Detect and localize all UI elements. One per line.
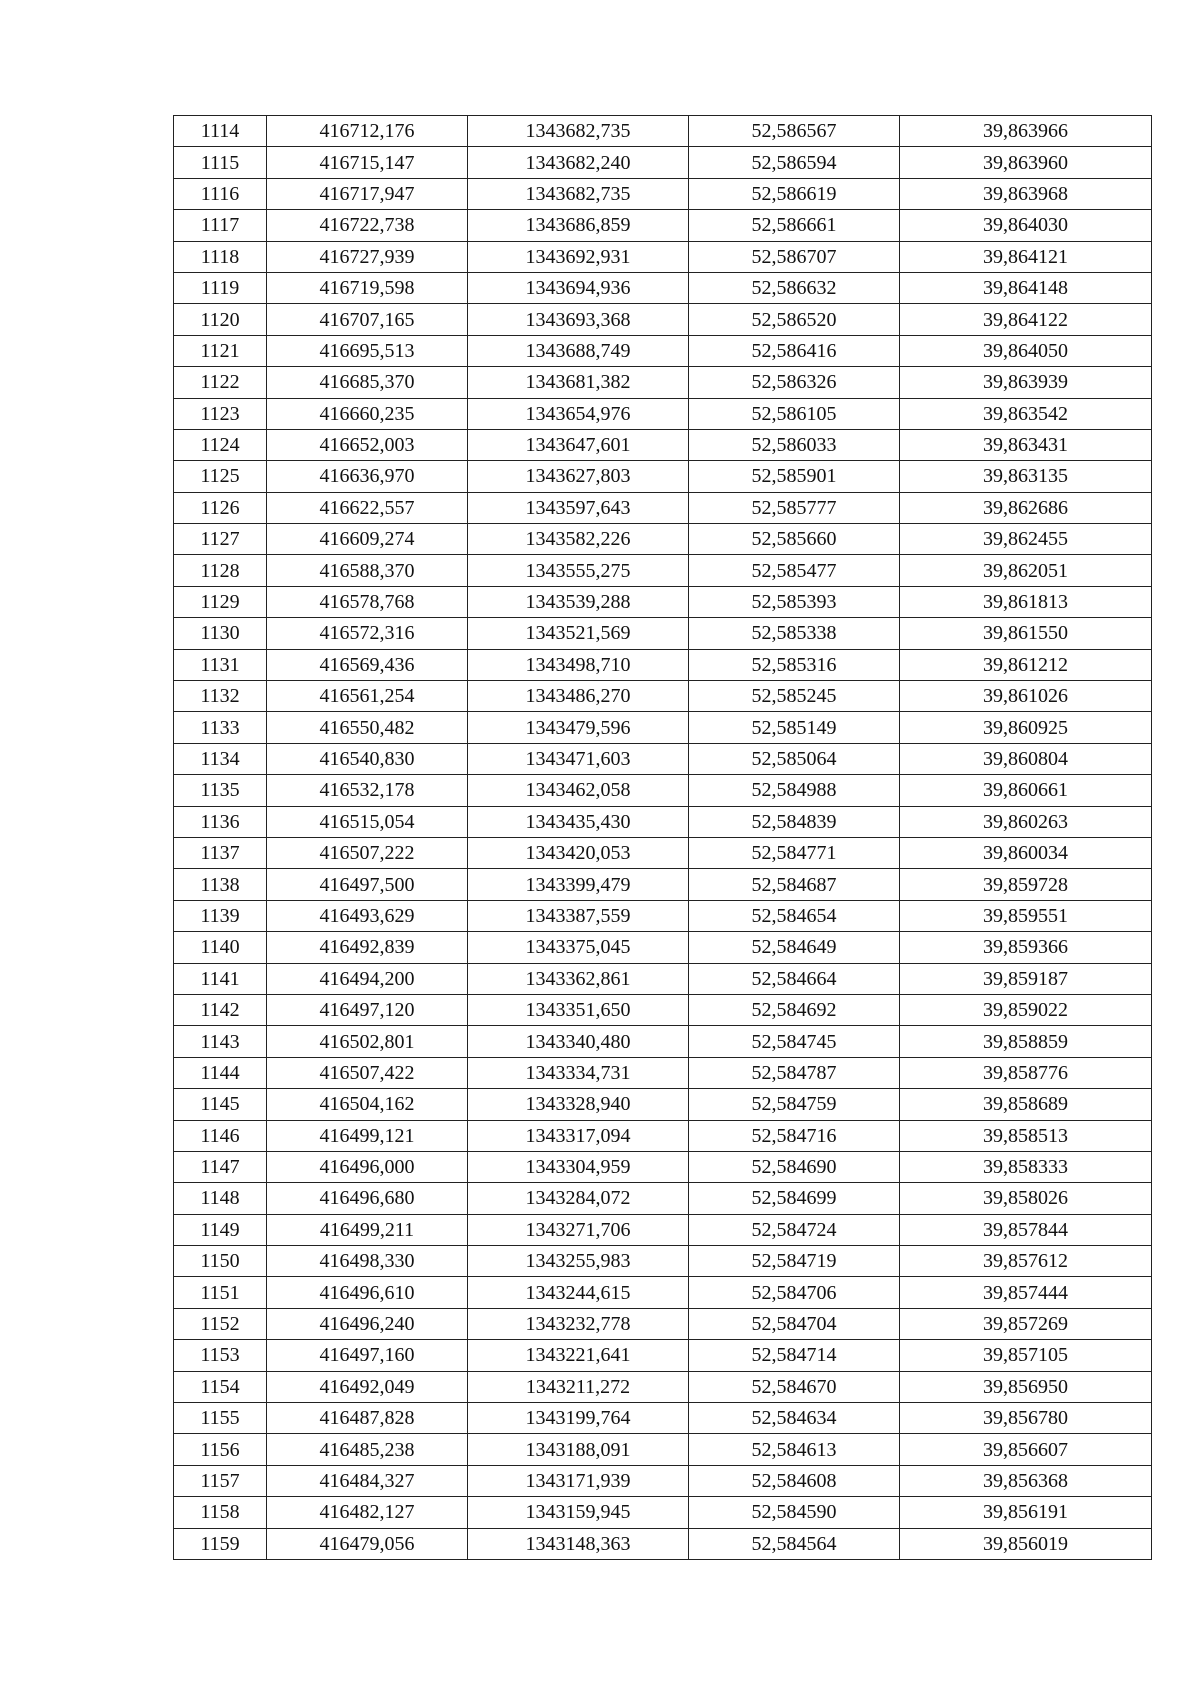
longitude-cell: 39,863960 [900,147,1152,178]
latitude-cell: 52,584719 [689,1246,900,1277]
latitude-cell: 52,584839 [689,806,900,837]
point-number-cell: 1142 [174,994,267,1025]
longitude-cell: 39,863542 [900,398,1152,429]
x-coordinate-cell: 416496,610 [267,1277,468,1308]
table-row [174,1277,1152,1308]
latitude-cell: 52,584664 [689,963,900,994]
x-coordinate-cell: 416498,330 [267,1246,468,1277]
table-row [174,116,1152,147]
table-row [174,900,1152,931]
table-row [174,555,1152,586]
y-coordinate-cell: 1343399,479 [468,869,689,900]
latitude-cell: 52,584787 [689,1057,900,1088]
latitude-cell: 52,584699 [689,1183,900,1214]
longitude-cell: 39,861026 [900,681,1152,712]
longitude-cell: 39,859551 [900,900,1152,931]
point-number-cell: 1120 [174,304,267,335]
longitude-cell: 39,859728 [900,869,1152,900]
y-coordinate-cell: 1343582,226 [468,524,689,555]
x-coordinate-cell: 416496,000 [267,1151,468,1182]
x-coordinate-cell: 416487,828 [267,1403,468,1434]
y-coordinate-cell: 1343597,643 [468,492,689,523]
table-row [174,1089,1152,1120]
x-coordinate-cell: 416485,238 [267,1434,468,1465]
table-row [174,1371,1152,1402]
latitude-cell: 52,585149 [689,712,900,743]
x-coordinate-cell: 416497,120 [267,994,468,1025]
point-number-cell: 1147 [174,1151,267,1182]
x-coordinate-cell: 416492,049 [267,1371,468,1402]
x-coordinate-cell: 416660,235 [267,398,468,429]
longitude-cell: 39,862455 [900,524,1152,555]
y-coordinate-cell: 1343328,940 [468,1089,689,1120]
table-row [174,743,1152,774]
table-row [174,586,1152,617]
longitude-cell: 39,863968 [900,178,1152,209]
table-row [174,1340,1152,1371]
y-coordinate-cell: 1343334,731 [468,1057,689,1088]
latitude-cell: 52,584690 [689,1151,900,1182]
latitude-cell: 52,584771 [689,837,900,868]
point-number-cell: 1152 [174,1308,267,1339]
y-coordinate-cell: 1343420,053 [468,837,689,868]
point-number-cell: 1146 [174,1120,267,1151]
coordinates-table-body [174,116,1152,1560]
longitude-cell: 39,857844 [900,1214,1152,1245]
point-number-cell: 1117 [174,210,267,241]
point-number-cell: 1132 [174,681,267,712]
table-row [174,210,1152,241]
point-number-cell: 1130 [174,618,267,649]
latitude-cell: 52,585245 [689,681,900,712]
latitude-cell: 52,586567 [689,116,900,147]
y-coordinate-cell: 1343284,072 [468,1183,689,1214]
longitude-cell: 39,860804 [900,743,1152,774]
x-coordinate-cell: 416502,801 [267,1026,468,1057]
point-number-cell: 1125 [174,461,267,492]
y-coordinate-cell: 1343682,240 [468,147,689,178]
x-coordinate-cell: 416652,003 [267,429,468,460]
latitude-cell: 52,586619 [689,178,900,209]
x-coordinate-cell: 416572,316 [267,618,468,649]
x-coordinate-cell: 416719,598 [267,272,468,303]
latitude-cell: 52,584692 [689,994,900,1025]
x-coordinate-cell: 416722,738 [267,210,468,241]
longitude-cell: 39,856191 [900,1497,1152,1528]
point-number-cell: 1124 [174,429,267,460]
y-coordinate-cell: 1343159,945 [468,1497,689,1528]
table-row [174,492,1152,523]
table-row [174,1403,1152,1434]
x-coordinate-cell: 416497,500 [267,869,468,900]
y-coordinate-cell: 1343462,058 [468,775,689,806]
x-coordinate-cell: 416493,629 [267,900,468,931]
table-row [174,837,1152,868]
point-number-cell: 1137 [174,837,267,868]
table-row [174,1026,1152,1057]
x-coordinate-cell: 416499,211 [267,1214,468,1245]
x-coordinate-cell: 416482,127 [267,1497,468,1528]
point-number-cell: 1140 [174,932,267,963]
longitude-cell: 39,859187 [900,963,1152,994]
latitude-cell: 52,585316 [689,649,900,680]
y-coordinate-cell: 1343387,559 [468,900,689,931]
longitude-cell: 39,856019 [900,1528,1152,1559]
longitude-cell: 39,861813 [900,586,1152,617]
x-coordinate-cell: 416479,056 [267,1528,468,1559]
point-number-cell: 1123 [174,398,267,429]
point-number-cell: 1156 [174,1434,267,1465]
latitude-cell: 52,584724 [689,1214,900,1245]
table-row [174,1308,1152,1339]
x-coordinate-cell: 416569,436 [267,649,468,680]
x-coordinate-cell: 416496,680 [267,1183,468,1214]
x-coordinate-cell: 416484,327 [267,1465,468,1496]
x-coordinate-cell: 416727,939 [267,241,468,272]
longitude-cell: 39,860925 [900,712,1152,743]
x-coordinate-cell: 416712,176 [267,116,468,147]
latitude-cell: 52,586033 [689,429,900,460]
latitude-cell: 52,584704 [689,1308,900,1339]
longitude-cell: 39,857269 [900,1308,1152,1339]
y-coordinate-cell: 1343188,091 [468,1434,689,1465]
longitude-cell: 39,864121 [900,241,1152,272]
table-row [174,1214,1152,1245]
latitude-cell: 52,584670 [689,1371,900,1402]
latitude-cell: 52,585338 [689,618,900,649]
latitude-cell: 52,584590 [689,1497,900,1528]
point-number-cell: 1131 [174,649,267,680]
point-number-cell: 1133 [174,712,267,743]
latitude-cell: 52,584654 [689,900,900,931]
longitude-cell: 39,859366 [900,932,1152,963]
latitude-cell: 52,584988 [689,775,900,806]
latitude-cell: 52,584649 [689,932,900,963]
x-coordinate-cell: 416609,274 [267,524,468,555]
x-coordinate-cell: 416715,147 [267,147,468,178]
y-coordinate-cell: 1343654,976 [468,398,689,429]
latitude-cell: 52,586326 [689,367,900,398]
y-coordinate-cell: 1343271,706 [468,1214,689,1245]
table-row [174,398,1152,429]
point-number-cell: 1118 [174,241,267,272]
point-number-cell: 1153 [174,1340,267,1371]
point-number-cell: 1114 [174,116,267,147]
point-number-cell: 1116 [174,178,267,209]
latitude-cell: 52,584564 [689,1528,900,1559]
x-coordinate-cell: 416507,222 [267,837,468,868]
table-row [174,1120,1152,1151]
table-row [174,618,1152,649]
point-number-cell: 1151 [174,1277,267,1308]
longitude-cell: 39,864148 [900,272,1152,303]
point-number-cell: 1134 [174,743,267,774]
longitude-cell: 39,863431 [900,429,1152,460]
longitude-cell: 39,856950 [900,1371,1152,1402]
y-coordinate-cell: 1343171,939 [468,1465,689,1496]
latitude-cell: 52,584608 [689,1465,900,1496]
longitude-cell: 39,856607 [900,1434,1152,1465]
y-coordinate-cell: 1343435,430 [468,806,689,837]
table-row [174,524,1152,555]
table-row [174,178,1152,209]
point-number-cell: 1150 [174,1246,267,1277]
y-coordinate-cell: 1343688,749 [468,335,689,366]
point-number-cell: 1155 [174,1403,267,1434]
x-coordinate-cell: 416578,768 [267,586,468,617]
y-coordinate-cell: 1343211,272 [468,1371,689,1402]
latitude-cell: 52,584687 [689,869,900,900]
y-coordinate-cell: 1343692,931 [468,241,689,272]
point-number-cell: 1121 [174,335,267,366]
point-number-cell: 1129 [174,586,267,617]
x-coordinate-cell: 416507,422 [267,1057,468,1088]
x-coordinate-cell: 416532,178 [267,775,468,806]
y-coordinate-cell: 1343199,764 [468,1403,689,1434]
x-coordinate-cell: 416717,947 [267,178,468,209]
point-number-cell: 1119 [174,272,267,303]
longitude-cell: 39,863939 [900,367,1152,398]
table-row [174,1057,1152,1088]
point-number-cell: 1127 [174,524,267,555]
latitude-cell: 52,586416 [689,335,900,366]
point-number-cell: 1122 [174,367,267,398]
longitude-cell: 39,861212 [900,649,1152,680]
latitude-cell: 52,584613 [689,1434,900,1465]
y-coordinate-cell: 1343232,778 [468,1308,689,1339]
point-number-cell: 1158 [174,1497,267,1528]
y-coordinate-cell: 1343682,735 [468,116,689,147]
longitude-cell: 39,860034 [900,837,1152,868]
y-coordinate-cell: 1343317,094 [468,1120,689,1151]
table-row [174,1434,1152,1465]
table-row [174,775,1152,806]
x-coordinate-cell: 416497,160 [267,1340,468,1371]
point-number-cell: 1154 [174,1371,267,1402]
latitude-cell: 52,586632 [689,272,900,303]
y-coordinate-cell: 1343682,735 [468,178,689,209]
x-coordinate-cell: 416540,830 [267,743,468,774]
point-number-cell: 1139 [174,900,267,931]
longitude-cell: 39,863135 [900,461,1152,492]
x-coordinate-cell: 416494,200 [267,963,468,994]
latitude-cell: 52,586105 [689,398,900,429]
latitude-cell: 52,586594 [689,147,900,178]
table-row [174,1246,1152,1277]
point-number-cell: 1135 [174,775,267,806]
longitude-cell: 39,857612 [900,1246,1152,1277]
y-coordinate-cell: 1343244,615 [468,1277,689,1308]
point-number-cell: 1144 [174,1057,267,1088]
y-coordinate-cell: 1343304,959 [468,1151,689,1182]
y-coordinate-cell: 1343340,480 [468,1026,689,1057]
y-coordinate-cell: 1343627,803 [468,461,689,492]
y-coordinate-cell: 1343539,288 [468,586,689,617]
table-row [174,932,1152,963]
point-number-cell: 1159 [174,1528,267,1559]
table-row [174,1183,1152,1214]
longitude-cell: 39,860661 [900,775,1152,806]
longitude-cell: 39,858776 [900,1057,1152,1088]
longitude-cell: 39,861550 [900,618,1152,649]
x-coordinate-cell: 416492,839 [267,932,468,963]
y-coordinate-cell: 1343486,270 [468,681,689,712]
x-coordinate-cell: 416515,054 [267,806,468,837]
table-row [174,1528,1152,1559]
table-row [174,994,1152,1025]
y-coordinate-cell: 1343221,641 [468,1340,689,1371]
longitude-cell: 39,864050 [900,335,1152,366]
table-row [174,241,1152,272]
x-coordinate-cell: 416550,482 [267,712,468,743]
latitude-cell: 52,584714 [689,1340,900,1371]
point-number-cell: 1128 [174,555,267,586]
point-number-cell: 1115 [174,147,267,178]
table-row [174,367,1152,398]
y-coordinate-cell: 1343693,368 [468,304,689,335]
point-number-cell: 1143 [174,1026,267,1057]
latitude-cell: 52,584706 [689,1277,900,1308]
point-number-cell: 1136 [174,806,267,837]
y-coordinate-cell: 1343479,596 [468,712,689,743]
y-coordinate-cell: 1343555,275 [468,555,689,586]
y-coordinate-cell: 1343362,861 [468,963,689,994]
latitude-cell: 52,586707 [689,241,900,272]
coordinates-table [173,115,1152,1560]
point-number-cell: 1126 [174,492,267,523]
longitude-cell: 39,862051 [900,555,1152,586]
x-coordinate-cell: 416561,254 [267,681,468,712]
longitude-cell: 39,863966 [900,116,1152,147]
y-coordinate-cell: 1343686,859 [468,210,689,241]
point-number-cell: 1149 [174,1214,267,1245]
table-row [174,429,1152,460]
x-coordinate-cell: 416504,162 [267,1089,468,1120]
table-row [174,1151,1152,1182]
latitude-cell: 52,584716 [689,1120,900,1151]
table-row [174,712,1152,743]
x-coordinate-cell: 416695,513 [267,335,468,366]
longitude-cell: 39,862686 [900,492,1152,523]
longitude-cell: 39,859022 [900,994,1152,1025]
latitude-cell: 52,585901 [689,461,900,492]
y-coordinate-cell: 1343255,983 [468,1246,689,1277]
point-number-cell: 1141 [174,963,267,994]
table-row [174,335,1152,366]
y-coordinate-cell: 1343694,936 [468,272,689,303]
longitude-cell: 39,858689 [900,1089,1152,1120]
latitude-cell: 52,584634 [689,1403,900,1434]
y-coordinate-cell: 1343351,650 [468,994,689,1025]
point-number-cell: 1157 [174,1465,267,1496]
y-coordinate-cell: 1343521,569 [468,618,689,649]
latitude-cell: 52,586661 [689,210,900,241]
longitude-cell: 39,857105 [900,1340,1152,1371]
table-row [174,461,1152,492]
table-row [174,304,1152,335]
table-row [174,649,1152,680]
longitude-cell: 39,858026 [900,1183,1152,1214]
x-coordinate-cell: 416499,121 [267,1120,468,1151]
x-coordinate-cell: 416707,165 [267,304,468,335]
table-row [174,806,1152,837]
longitude-cell: 39,856780 [900,1403,1152,1434]
latitude-cell: 52,586520 [689,304,900,335]
longitude-cell: 39,858513 [900,1120,1152,1151]
y-coordinate-cell: 1343375,045 [468,932,689,963]
x-coordinate-cell: 416622,557 [267,492,468,523]
point-number-cell: 1148 [174,1183,267,1214]
longitude-cell: 39,857444 [900,1277,1152,1308]
latitude-cell: 52,585660 [689,524,900,555]
longitude-cell: 39,858859 [900,1026,1152,1057]
table-row [174,681,1152,712]
longitude-cell: 39,856368 [900,1465,1152,1496]
y-coordinate-cell: 1343148,363 [468,1528,689,1559]
latitude-cell: 52,584759 [689,1089,900,1120]
longitude-cell: 39,864030 [900,210,1152,241]
latitude-cell: 52,584745 [689,1026,900,1057]
table-row [174,1497,1152,1528]
table-row [174,963,1152,994]
x-coordinate-cell: 416685,370 [267,367,468,398]
x-coordinate-cell: 416496,240 [267,1308,468,1339]
y-coordinate-cell: 1343498,710 [468,649,689,680]
table-row [174,147,1152,178]
y-coordinate-cell: 1343681,382 [468,367,689,398]
table-row [174,869,1152,900]
latitude-cell: 52,585064 [689,743,900,774]
y-coordinate-cell: 1343471,603 [468,743,689,774]
longitude-cell: 39,858333 [900,1151,1152,1182]
latitude-cell: 52,585393 [689,586,900,617]
x-coordinate-cell: 416636,970 [267,461,468,492]
latitude-cell: 52,585777 [689,492,900,523]
point-number-cell: 1145 [174,1089,267,1120]
table-row [174,1465,1152,1496]
table-row [174,272,1152,303]
longitude-cell: 39,860263 [900,806,1152,837]
y-coordinate-cell: 1343647,601 [468,429,689,460]
x-coordinate-cell: 416588,370 [267,555,468,586]
latitude-cell: 52,585477 [689,555,900,586]
point-number-cell: 1138 [174,869,267,900]
longitude-cell: 39,864122 [900,304,1152,335]
